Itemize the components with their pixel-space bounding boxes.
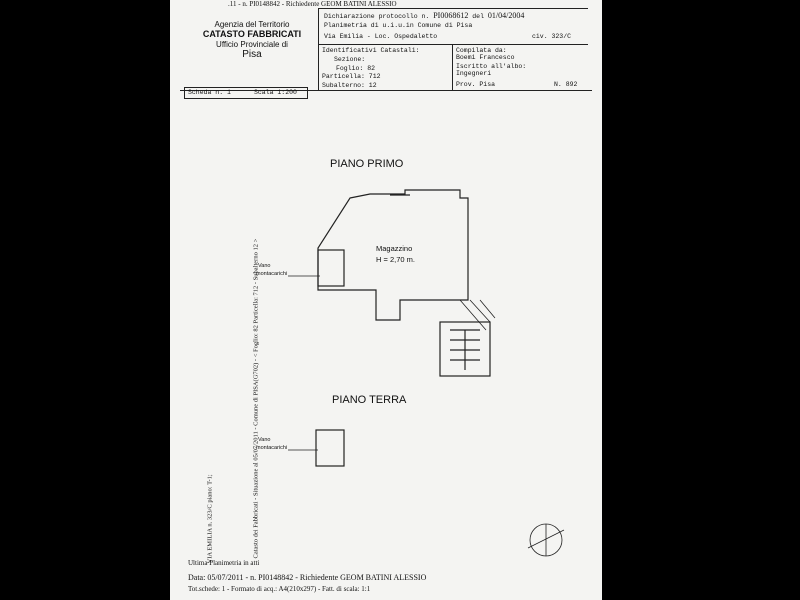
magazzino-label: Magazzino — [376, 244, 413, 253]
albo-number-value: 892 — [565, 81, 578, 88]
side-stamp-1: Catasto dei Fabbricati - Situazione al 05/07/2011 - Comune di PISA(G702) - < Foglio: 82 Particella: 712 - Subalterno 12 > — [252, 238, 260, 559]
albo: Ingegneri — [456, 70, 492, 77]
side-stamp-2: VIA EMILIA n. 323/C piano: T-1; — [206, 474, 214, 564]
montacarichi-label-1: montacarichi — [256, 271, 288, 277]
agency-line-2: CATASTO FABBRICATI — [202, 29, 302, 40]
footer-line-1: Data: 05/07/2011 - n. PI0148842 - Richiedente GEOM BATINI ALESSIO — [188, 573, 427, 582]
compilata-name: Boemi Francesco — [456, 54, 515, 61]
footer-line-2: Tot.schede: 1 - Formato di acq.: A4(210x297) - Fatt. di scala: 1:1 — [188, 585, 371, 593]
scala: Scala 1:200 — [254, 89, 297, 96]
top-stamp: .11 - n. PI0148842 - Richiedente GEOM BATINI ALESSIO — [228, 0, 397, 8]
agency-line-1: Agenzia del Territorio — [214, 20, 290, 29]
piano-terra-title: PIANO TERRA — [332, 394, 407, 406]
montacarichi-label-2: montacarichi — [256, 445, 288, 451]
stair-flights — [450, 330, 480, 370]
protocollo-number: PI0068612 — [433, 11, 469, 20]
altezza-label: H = 2,70 m. — [376, 255, 415, 264]
foglio: Foglio: 82 — [336, 65, 376, 72]
cadastral-sheet — [170, 0, 602, 600]
subalterno: Subalterno: 12 — [322, 82, 377, 89]
iscritto-label: Iscritto all'albo: — [456, 63, 527, 70]
particella: Particella: 712 — [322, 73, 381, 80]
address-text: Via Emilia - Loc. Ospedaletto — [324, 33, 438, 40]
provincia: Prov. Pisa — [456, 81, 496, 88]
albo-number-label: N. — [554, 81, 562, 88]
del-label: del — [472, 13, 484, 20]
floor-plan-drawing — [170, 0, 602, 600]
ultima-planimetria: Ultima Planimetria in atti — [188, 559, 260, 567]
north-arrow-needle — [528, 524, 564, 556]
scheda-number: Scheda n. 1 — [188, 89, 231, 96]
planimetria-text: Planimetria di u.i.u.in Comune di Pisa — [324, 22, 473, 29]
montacarichi-terra — [316, 430, 344, 466]
agency-line-3: Ufficio Provinciale di — [216, 39, 288, 49]
vano-label-1: Vano — [258, 263, 271, 269]
piano-primo-title: PIANO PRIMO — [330, 158, 404, 170]
protocollo-date: 01/04/2004 — [487, 11, 525, 20]
vano-label-2: Vano — [258, 437, 271, 443]
dichiarazione-label: Dichiarazione protocollo n. — [324, 13, 430, 20]
civic-number: civ. 323/C — [532, 33, 572, 40]
agency-line-4: Pisa — [242, 48, 262, 60]
sezione: Sezione: — [334, 56, 366, 63]
compilata-label: Compilata da: — [456, 47, 507, 54]
identificativi-title: Identificativi Catastali: — [322, 47, 420, 54]
montacarichi-primo — [318, 250, 344, 286]
